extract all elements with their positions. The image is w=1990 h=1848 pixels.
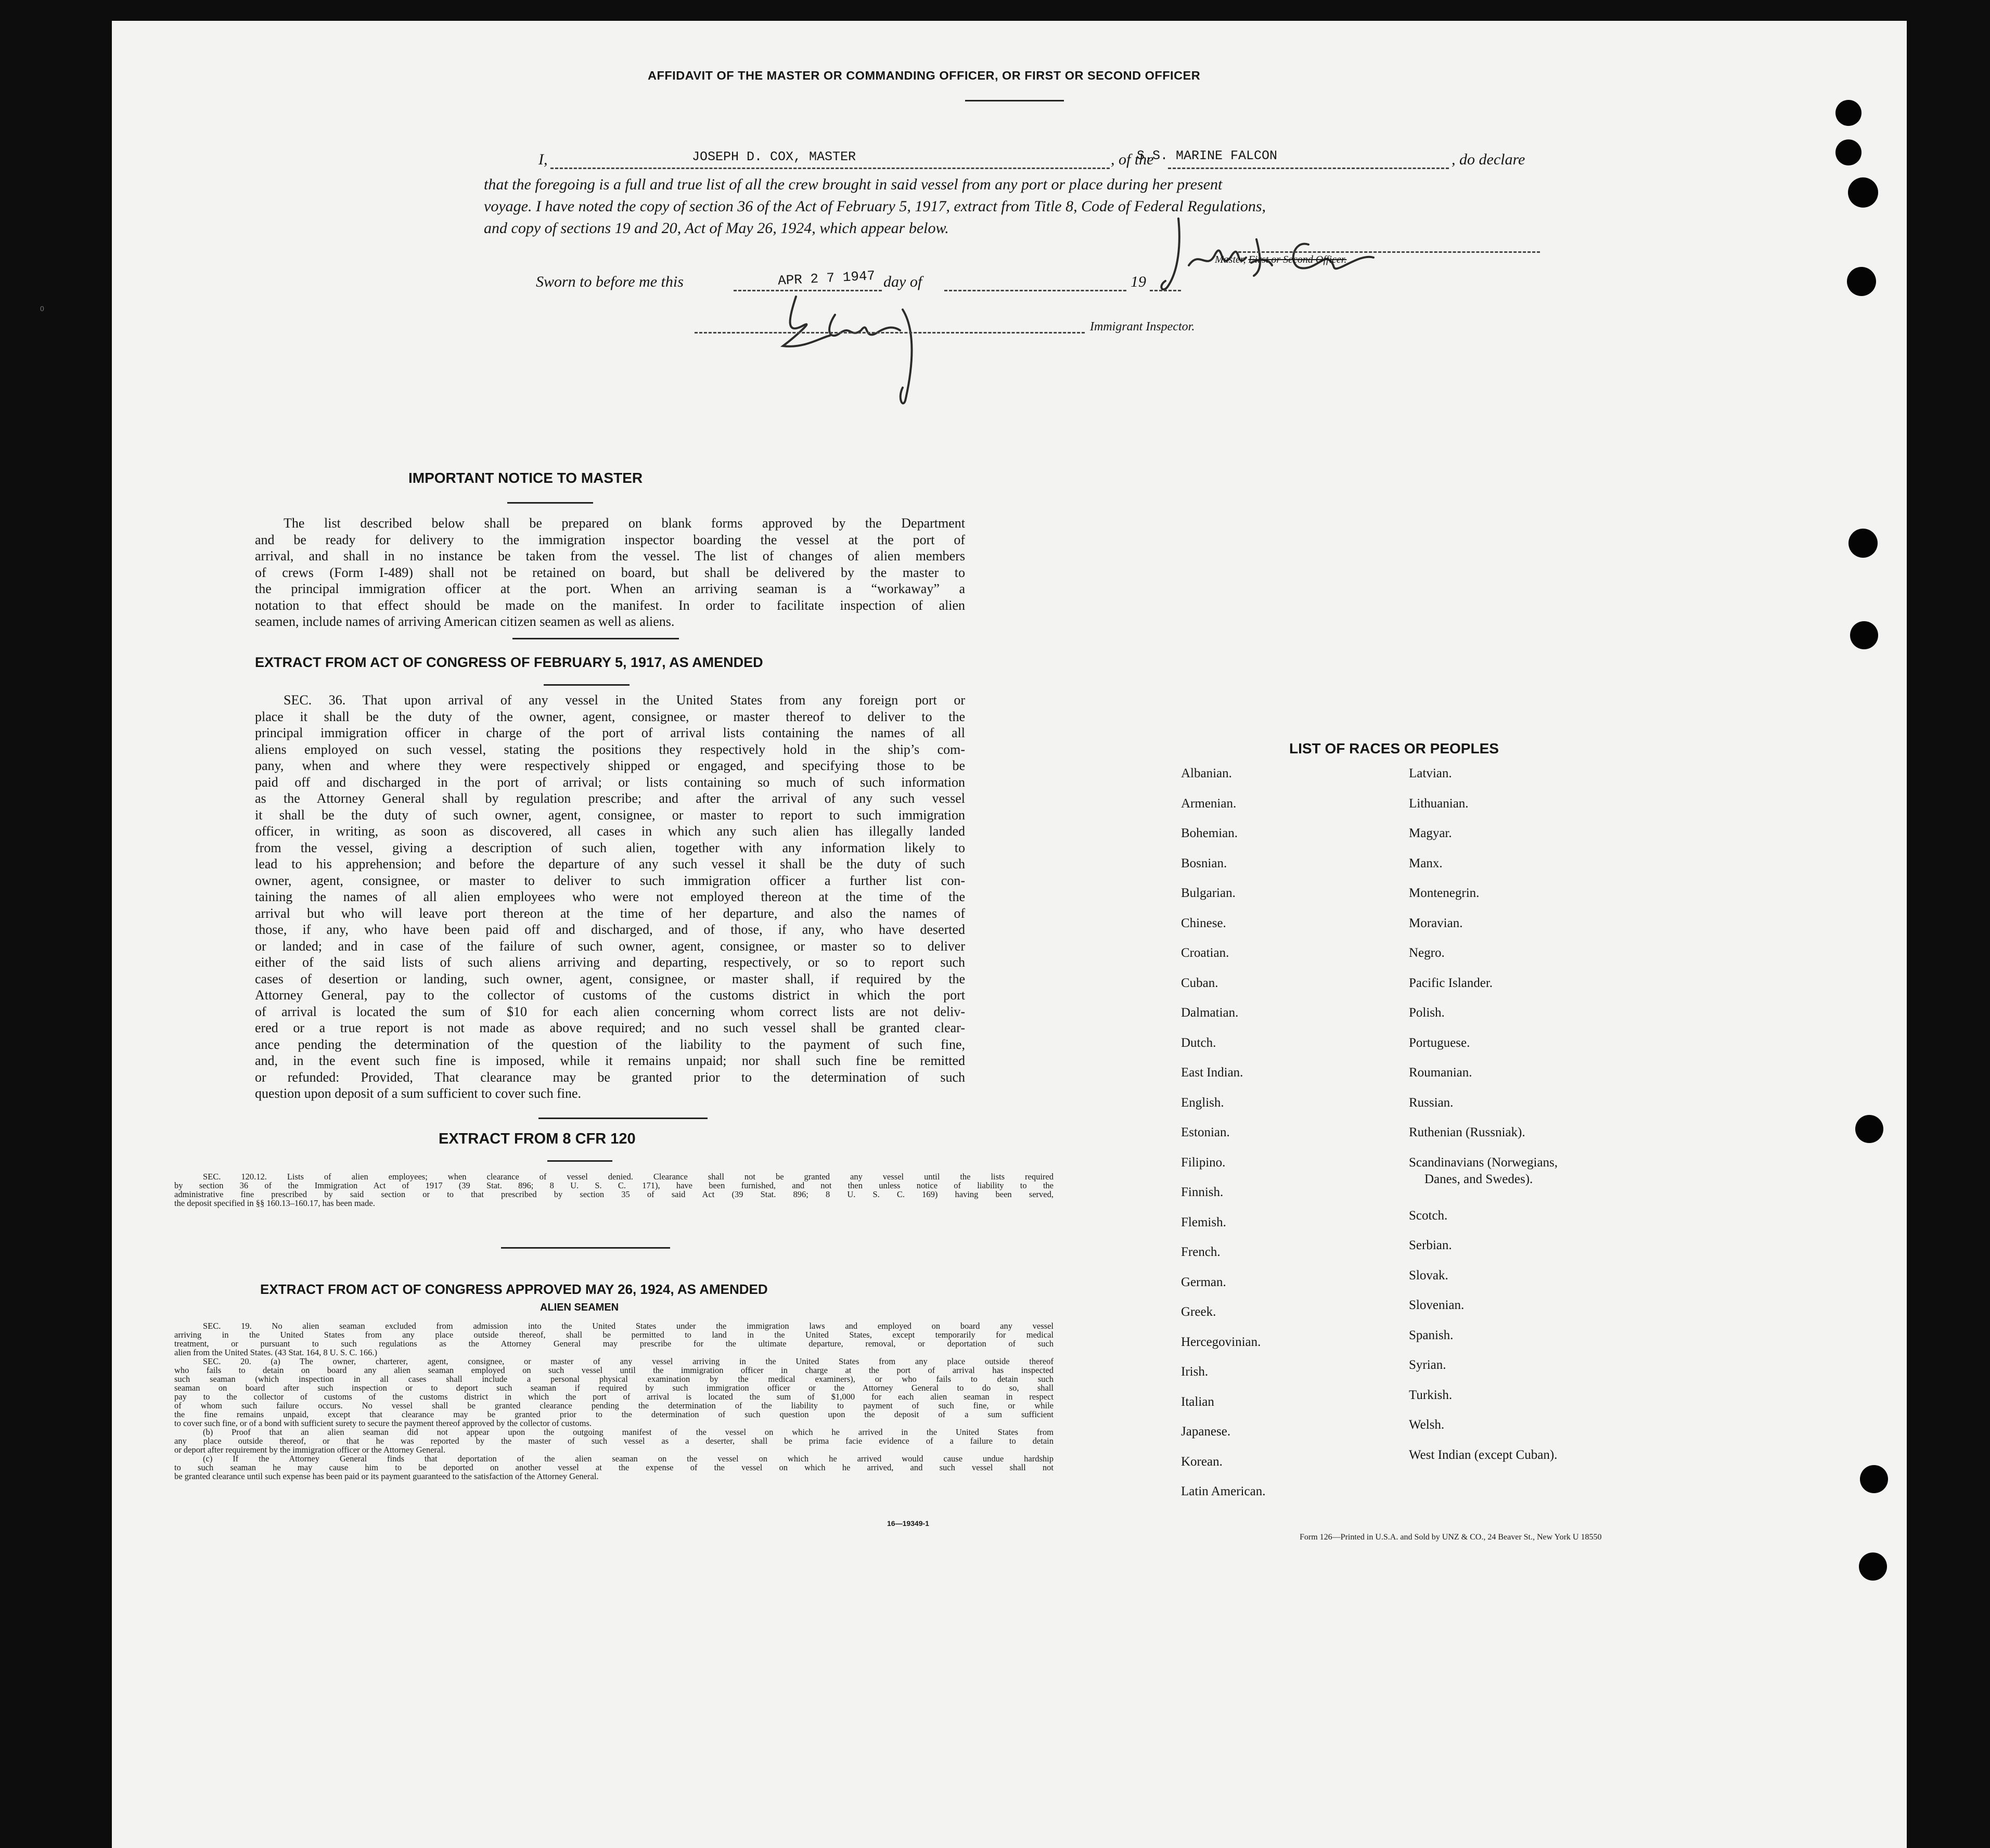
margin-mark: 0 (40, 304, 44, 313)
act-1924-line: or deport after requirement by the immigration officer or the Attorney General. (174, 1445, 446, 1455)
act-1917-line: SEC. 36. That upon arrival of any vessel in the United States from any foreign port or (284, 692, 965, 708)
punch-hole (1835, 139, 1861, 165)
act-1917-line: ance pending the determination of the question of the liability to the payment of such fine, (255, 1036, 965, 1052)
act-1917-line: those, if any, who have been paid off and discharged, and of those, if any, who have deserted (255, 922, 965, 937)
act-1917-line: cases of desertion or landing, such owner, agent, consignee, or master shall, if required by the (255, 971, 965, 986)
name-blank (550, 168, 1110, 169)
punch-hole (1847, 267, 1876, 296)
race-item: Cuban. (1181, 976, 1218, 990)
punch-hole (1850, 621, 1878, 649)
form-credit: Form 126—Printed in U.S.A. and Sold by UNZ & CO., 24 Beaver St., New York U 18550 (1300, 1533, 1602, 1542)
race-item: Pacific Islander. (1409, 976, 1493, 990)
race-item: Albanian. (1181, 766, 1232, 780)
cfr-body (174, 1172, 1054, 1208)
inspector-caption: Immigrant Inspector. (1090, 320, 1195, 333)
act-1917-line: as the Attorney General shall by regulation prescribe; and after the arrival of any such vessel (255, 791, 965, 806)
race-item: Bosnian. (1181, 856, 1227, 870)
race-item: Montenegrin. (1409, 886, 1480, 900)
act-1917-line: place it shall be the duty of the owner, agent, consignee, or master thereof to deliver to the (255, 709, 965, 724)
act-1917-title: EXTRACT FROM ACT OF CONGRESS OF FEBRUARY 5, 1917, AS AMENDED (255, 654, 763, 670)
notice-line: notation to that effect should be made on the manifest. In order to facilitate inspection of alien (255, 597, 965, 613)
notice-title: IMPORTANT NOTICE TO MASTER (408, 470, 643, 486)
act-1924-line: SEC. 20. (a) The owner, charterer, agent, consignee, or master of any vessel arriving in the United States from any place outside thereof (203, 1356, 1054, 1366)
notice-line: seamen, include names of arriving American citizen seamen as well as aliens. (255, 614, 675, 629)
act-1917-line: ered or a true report is not made as above required; and no such vessel shall be granted clear- (255, 1020, 965, 1035)
race-item: Polish. (1409, 1006, 1445, 1020)
affidavit-header: AFFIDAVIT OF THE MASTER OR COMMANDING OFFICER, OR FIRST OR SECOND OFFICER (648, 69, 1201, 82)
notice-line: the principal immigration officer at the port. When an arriving seaman is a “workaway” a (255, 581, 965, 596)
punch-hole (1848, 529, 1878, 558)
act-1924-line: (b) Proof that an alien seaman did not appear upon the outgoing manifest of the vessel on which he arrived in the United States from (203, 1427, 1054, 1437)
race-item: Magyar. (1409, 826, 1452, 840)
race-item: Chinese. (1181, 916, 1226, 930)
day-of-label: day of (883, 273, 922, 290)
race-item: Japanese. (1181, 1424, 1231, 1439)
affidavit-line-3: voyage. I have noted the copy of section 36 of the Act of February 5, 1917, extract from Title 8, Code of Federal Regulations, (484, 198, 1266, 215)
punch-hole (1848, 177, 1878, 208)
act-1917-end-rule (538, 1118, 708, 1119)
race-item: Bulgarian. (1181, 886, 1236, 900)
act-1917-body (255, 692, 965, 1102)
act-1924-line: arriving in the United States from any place outside thereof, shall be permitted to land in the United States, except temporarily for medical (174, 1330, 1054, 1340)
sworn-date-stamp: APR 2 7 1947 (777, 268, 876, 289)
act-1924-line: seaman on board after such inspection or to deport such seaman if required by such immigration officer or the Attorney General to do so, shall (174, 1383, 1054, 1393)
of-the-label: , of the (1111, 151, 1154, 168)
race-item: Spanish. (1409, 1328, 1454, 1342)
declare-label: , do declare (1452, 151, 1525, 168)
punch-hole (1855, 1115, 1883, 1143)
act-1917-line: and, in the event such fine is imposed, while it remains unpaid; nor shall such fine be remitted (255, 1053, 965, 1068)
race-item: Turkish. (1409, 1388, 1453, 1402)
act-1917-line: arrival but who will leave port thereon at the time of her departure, and also the names of (255, 905, 965, 921)
act-1917-line: either of the said lists of such aliens arriving and departing, respectively, or so to report such (255, 955, 965, 970)
cfr-line: SEC. 120.12. Lists of alien employees; when clearance of vessel denied. Clearance shall not be granted any vessel until the lists required (203, 1172, 1054, 1182)
cfr-line: the deposit specified in §§ 160.13–160.17, has been made. (174, 1198, 375, 1208)
race-item: Moravian. (1409, 916, 1463, 930)
race-item: Ruthenian (Russniak). (1409, 1125, 1525, 1139)
notice-rule (507, 502, 593, 504)
race-item: Serbian. (1409, 1238, 1452, 1252)
race-item: Russian. (1409, 1095, 1454, 1110)
act-1924-body (174, 1321, 1054, 1481)
race-item: Filipino. (1181, 1155, 1226, 1170)
act-1924-line: to cover such fine, or of a bond with sufficient surety to secure the payment thereof approved by the collector of customs. (174, 1418, 592, 1428)
act-1917-line: or refunded: Provided, That clearance may be granted prior to the determination of such (255, 1069, 965, 1085)
cfr-line: by section 36 of the Immigration Act of 1917 (39 Stat. 896; 8 U. S. C. 171), have been furnished, and not then unless notice of liability to the (174, 1180, 1054, 1190)
race-item: Irish. (1181, 1365, 1209, 1379)
vessel-blank (1168, 168, 1449, 169)
race-item: Danes, and Swedes). (1424, 1172, 1533, 1186)
race-item: French. (1181, 1245, 1221, 1259)
race-item: Portuguese. (1409, 1035, 1470, 1050)
inspector-signature (773, 289, 944, 414)
year-prefix: 19 (1131, 273, 1146, 290)
race-item: Latvian. (1409, 766, 1452, 780)
act-1924-line: pay to the collector of customs of the customs district in which the port of arrival is located the sum of $1,000 for each alien seaman in respect (174, 1392, 1054, 1402)
race-item: German. (1181, 1275, 1226, 1289)
year-blank (1150, 290, 1181, 291)
race-item: Manx. (1409, 856, 1443, 870)
month-blank (944, 290, 1126, 291)
master-caption (1215, 254, 1346, 266)
race-item: Negro. (1409, 946, 1445, 960)
notice-line: The list described below shall be prepared on blank forms approved by the Department (284, 516, 965, 531)
race-item: Greek. (1181, 1305, 1216, 1319)
master-caption-text: Master, (1215, 254, 1246, 265)
act-1917-line: it shall be the duty of such owner, agent, consignee, or master to report to such immigration (255, 807, 965, 823)
race-item: Scandinavians (Norwegians, (1409, 1155, 1558, 1170)
act-1924-line: be granted clearance until such expense has been paid or its payment guaranteed to the satisfaction of the Attorney General. (174, 1471, 599, 1481)
race-item: Armenian. (1181, 796, 1237, 811)
act-1924-line: (c) If the Attorney General finds that deportation of the alien seaman on the vessel on which he arrived would cause undue hardship (203, 1454, 1054, 1464)
race-item: Finnish. (1181, 1185, 1224, 1199)
races-title: LIST OF RACES OR PEOPLES (1289, 740, 1499, 756)
notice-body (255, 515, 965, 630)
race-item: Dutch. (1181, 1035, 1216, 1050)
act-1924-line: treatment, or pursuant to such regulations as the Attorney General may prescribe for the ultimate departure, removal, or deportation of such (174, 1339, 1054, 1349)
race-item: East Indian. (1181, 1066, 1243, 1080)
notice-line: of crews (Form I-489) shall not be retained on board, but shall be delivered by the master to (255, 564, 965, 580)
race-item: Slovenian. (1409, 1298, 1465, 1312)
cfr-rule (547, 1160, 612, 1162)
act-1917-line: or landed; and in case of the failure of such owner, agent, consignee, or master so to deliver (255, 938, 965, 954)
punch-hole (1860, 1465, 1888, 1493)
race-item: West Indian (except Cuban). (1409, 1447, 1558, 1462)
document-page (40, 21, 1907, 1848)
act-1917-line: pany, when and where they were respectively shipped or engaged, and specifying those to be (255, 758, 965, 773)
act-1917-line: officer, in writing, as soon as discovered, all cases in which any such alien has illegally landed (255, 824, 965, 839)
notice-line: and be ready for delivery to the immigration inspector boarding the vessel at the port of (255, 532, 965, 547)
act-1924-subtitle: ALIEN SEAMEN (540, 1302, 619, 1313)
race-item: Bohemian. (1181, 826, 1238, 840)
race-item: Roumanian. (1409, 1066, 1472, 1080)
act-1924-line: the fine remains unpaid, except that clearance may be granted prior to the determination of such question upon the deposit of a sum sufficient (174, 1409, 1054, 1419)
act-1917-line: lead to his apprehension; and before the departure of any such vessel it shall be the duty of such (255, 856, 965, 871)
header-rule (965, 100, 1064, 101)
cfr-end-rule (501, 1247, 670, 1249)
act-1917-line: taining the names of all alien employees who were not employed thereon at the time of the (255, 889, 965, 904)
race-item: Italian (1181, 1394, 1214, 1409)
act-1917-line: principal immigration officer in charge of the port of arrival lists containing the names of all (255, 725, 965, 740)
notice-line: arrival, and shall in no instance be taken from the vessel. The list of changes of alien members (255, 548, 965, 563)
race-item: Welsh. (1409, 1418, 1445, 1432)
race-item: Syrian. (1409, 1358, 1446, 1372)
race-item: Scotch. (1409, 1208, 1448, 1223)
act-1917-line: aliens employed on such vessel, stating the positions they respectively hold in the ship’s com- (255, 741, 965, 757)
act-1924-line: SEC. 19. No alien seaman excluded from admission into the United States under the immigration laws and employed on board any vessel (203, 1321, 1054, 1331)
race-item: Croatian. (1181, 946, 1229, 960)
act-1924-line: who fails to detain on board any alien seaman employed on such vessel until the immigration officer in charge at the port of arrival has inspected (174, 1365, 1054, 1375)
sworn-label: Sworn to before me this (536, 273, 684, 290)
act-1924-footer-code: 16—19349-1 (887, 1519, 929, 1528)
race-item: Slovak. (1409, 1268, 1448, 1282)
cfr-line: administrative fine prescribed by said section or to that prescribed by section 35 of said Act (39 Stat. 896; 8 U. S. C. 169) having been served, (174, 1189, 1054, 1199)
punch-hole (1859, 1552, 1887, 1581)
act-1924-line: any place outside thereof, or that he was reported by the master of such vessel as a deserter, shall be prima facie evidence of a failure to detain (174, 1436, 1054, 1446)
act-1917-line: from the vessel, giving a description of such alien, together with any information likely to (255, 840, 965, 855)
punch-hole (1835, 100, 1861, 126)
act-1924-line: of whom such failure occurs. No vessel shall be granted clearance pending the determination of the liability to payment of such fine, or while (174, 1401, 1054, 1410)
act-1924-line: alien from the United States. (43 Stat. 164, 8 U. S. C. 166.) (174, 1348, 377, 1357)
race-item: Estonian. (1181, 1125, 1230, 1139)
race-item: Hercegovinian. (1181, 1334, 1261, 1349)
race-item: Dalmatian. (1181, 1006, 1239, 1020)
act-1917-line: question upon deposit of a sum sufficient to cover such fine. (255, 1086, 582, 1101)
act-1917-line: owner, agent, consignee, or master to deliver to such immigration officer a further list con- (255, 872, 965, 888)
act-1924-title: EXTRACT FROM ACT OF CONGRESS APPROVED MAY 26, 1924, AS AMENDED (260, 1281, 768, 1297)
race-item: Lithuanian. (1409, 796, 1469, 811)
act-1917-line: paid off and discharged in the port of arrival; or lists containing so much of such information (255, 774, 965, 790)
race-item: Latin American. (1181, 1484, 1266, 1498)
i-label: I, (538, 151, 548, 168)
struck-officer-caption: First or Second Officer. (1248, 254, 1347, 265)
act-1917-rule (544, 684, 630, 686)
master-name: JOSEPH D. COX, MASTER (692, 149, 856, 164)
affidavit-line-4: and copy of sections 19 and 20, Act of May 26, 1924, which appear below. (484, 220, 949, 237)
act-1924-line: to such seaman he may cause him to be deported on another vessel at the expense of the vessel on which he arrived, and such vessel shall not (174, 1462, 1054, 1472)
notice-end-rule (512, 638, 679, 639)
race-item: Flemish. (1181, 1215, 1226, 1229)
master-signature-line (1238, 251, 1540, 253)
act-1917-line: Attorney General, pay to the collector of customs of the customs district in which the port (255, 987, 965, 1003)
race-item: English. (1181, 1095, 1224, 1110)
vessel-name: S.S. MARINE FALCON (1137, 148, 1278, 163)
race-item: Korean. (1181, 1454, 1223, 1469)
cfr-title: EXTRACT FROM 8 CFR 120 (439, 1131, 636, 1147)
affidavit-line-2: that the foregoing is a full and true list of all the crew brought in said vessel from any port or place during her present (484, 176, 1223, 193)
act-1917-line: of arrival is located the sum of $10 for each alien concerning whom correct lists are not deliv- (255, 1004, 965, 1019)
inspector-signature-line (695, 332, 1085, 333)
act-1924-line: such seaman (which inspection in all cases shall include a personal physical examination by the medical examiners), or who fails to detain such (174, 1374, 1054, 1384)
